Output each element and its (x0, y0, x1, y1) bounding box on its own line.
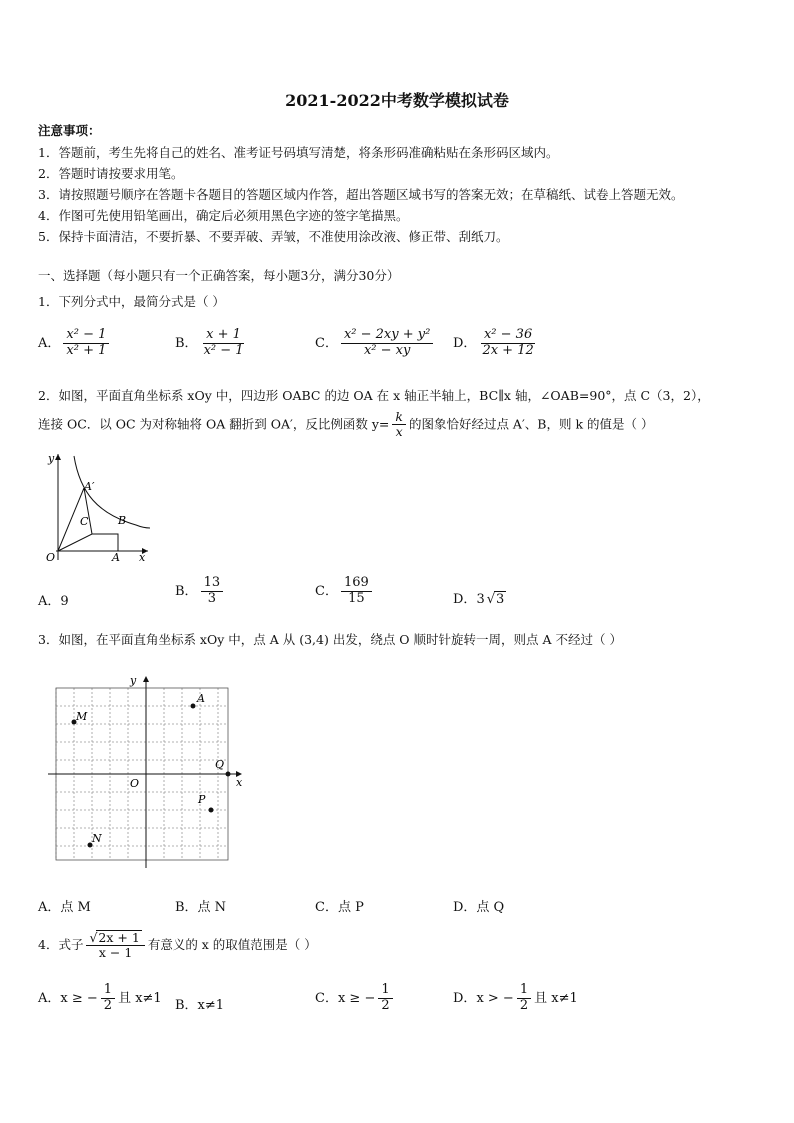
q2-option-d (453, 588, 506, 607)
q2-b-num: 13 (201, 576, 224, 592)
q4-d-fraction (517, 983, 531, 1014)
q2-c-label: C． (315, 583, 338, 599)
q2-k-fraction (392, 410, 406, 440)
q1-c-den: x² − xy (363, 342, 411, 358)
q1-b-den: x² − 1 (203, 342, 244, 358)
q3-point-a (191, 704, 196, 709)
q2-label-c: C (80, 515, 89, 528)
q1-c-num: x² − 2xy + y² (341, 328, 433, 344)
q4-c-num: 1 (378, 983, 392, 999)
q4-stem (38, 930, 317, 961)
q3-label-n: N (92, 832, 102, 845)
q2-c-den: 15 (348, 590, 365, 606)
note-item-1: 1．答题前，考生先将自己的姓名、准考证号码填写清楚，将条形码准确粘贴在条形码区域内。 (38, 145, 559, 160)
note-item-2: 2．答题时请按要求用笔。 (38, 166, 184, 181)
q2-a-value: 9 (60, 594, 69, 609)
q3-label-q: Q (215, 758, 225, 771)
q1-d-den: 2x + 12 (482, 342, 534, 358)
note-item-5: 5．保持卡面清洁，不要折暴、不要弄破、弄皱，不准使用涂改液、修正带、刮纸刀。 (38, 229, 509, 244)
q3-option-c: C．点 P (315, 900, 364, 915)
q4-d-den: 2 (519, 997, 529, 1013)
q2-a-label: A． (38, 594, 61, 609)
q4-denominator: x − 1 (98, 945, 133, 961)
q1-c-label: C． (315, 335, 338, 351)
q4-a-fraction (101, 983, 115, 1014)
q2-label-b: B (118, 514, 127, 527)
q2-label-o: O (46, 551, 56, 564)
section-heading: 一、选择题（每小题只有一个正确答案，每小题3分，满分30分） (38, 268, 400, 283)
q2-option-a (38, 590, 69, 609)
q3-stem: 3．如图，在平面直角坐标系 xOy 中，点 A 从 (3,4) 出发，绕点 O 顺时针旋转一周，则点 A 不经过（ ） (38, 632, 622, 647)
q4-c-fraction (378, 983, 392, 1014)
q1-stem: 1．下列分式中，最简分式是（ ） (38, 294, 225, 309)
q3-label-y: y (130, 674, 137, 687)
q4-c-label: C． (315, 990, 338, 1006)
q2-quadrilateral (58, 534, 118, 551)
q3-figure (44, 672, 250, 872)
q2-figure (36, 448, 156, 566)
q4-d-label: D． (453, 990, 477, 1006)
q2-line-2 (38, 410, 653, 440)
q4-d-num: 1 (517, 983, 531, 999)
q1-d-fraction (479, 328, 536, 359)
q3-point-p (209, 808, 214, 813)
q1-b-label: B． (175, 335, 198, 351)
q1-a-den: x² + 1 (66, 342, 107, 358)
q1-option-c (315, 328, 436, 359)
q2-d-coefficient: 3 (476, 592, 485, 607)
q2-option-b (175, 576, 226, 607)
q4-a-label: A． (38, 990, 61, 1006)
q4-a-den: 2 (103, 997, 113, 1013)
radical-icon: √ (89, 930, 98, 945)
q2-line-2-post: 的图象恰好经过点 A′、B，则 k 的值是（ ） (408, 416, 654, 432)
q3-label-x: x (236, 776, 243, 789)
q1-option-d (453, 328, 540, 359)
q3-option-a: A．点 M (38, 900, 91, 915)
q1-d-num: x² − 36 (481, 328, 535, 344)
q3-option-b: B．点 N (175, 900, 227, 915)
q4-stem-post: 有意义的 x 的取值范围是（ ） (147, 936, 317, 952)
radical-icon: √ (486, 592, 496, 607)
q1-b-fraction (201, 328, 247, 359)
q1-b-num: x + 1 (203, 328, 244, 344)
q1-option-b (175, 328, 250, 359)
q4-a-post: 且 x≠1 (118, 990, 162, 1006)
page-title: 2021-2022中考数学模拟试卷 (285, 91, 509, 110)
q2-c-fraction (341, 576, 372, 607)
q4-stem-pre: 4．式子 (38, 936, 84, 952)
q4-d-post: 且 x≠1 (534, 990, 578, 1006)
q1-a-fraction (63, 328, 109, 359)
q2-d-label: D． (453, 592, 477, 607)
q2-line-2-pre: 连接 OC．以 OC 为对称轴将 OA 翻折到 OA′，反比例函数 y= (38, 416, 390, 432)
q2-y-arrow (55, 454, 61, 460)
note-item-3: 3．请按照题号顺序在答题卡各题目的答题区域内作答，超出答题区域书写的答案无效；在草稿纸、试卷上答题无效。 (38, 187, 684, 202)
q4-option-d (453, 983, 578, 1014)
q2-label-a-prime: A′ (84, 480, 95, 493)
q2-b-fraction (201, 576, 224, 607)
q1-a-num: x² − 1 (63, 328, 109, 344)
note-item-4: 4．作图可先使用铅笔画出，确定后必须用黑色字迹的签字笔描黑。 (38, 208, 409, 223)
q1-d-label: D． (453, 335, 477, 351)
q4-c-den: 2 (381, 997, 390, 1013)
q3-y-arrow (143, 676, 149, 682)
q4-c-pre: x ≥ − (337, 990, 376, 1006)
q4-expression (86, 930, 144, 961)
q2-b-den: 3 (207, 590, 216, 606)
q4-option-b: B．x≠1 (175, 998, 225, 1013)
q2-label-y: y (48, 452, 55, 465)
q4-option-a (38, 983, 162, 1014)
q2-c-num: 169 (341, 576, 372, 592)
q3-point-q (226, 772, 231, 777)
q3-label-o: O (130, 777, 140, 790)
q4-option-c (315, 983, 396, 1014)
notes-heading: 注意事项： (38, 123, 101, 138)
q2-label-x: x (139, 551, 146, 564)
q4-a-num: 1 (101, 983, 115, 999)
q3-label-m: M (76, 710, 88, 723)
q3-label-p: P (198, 793, 206, 806)
q3-option-d: D．点 Q (453, 900, 505, 915)
q2-option-c (315, 576, 375, 607)
q4-d-pre: x > − (476, 990, 514, 1006)
q1-option-a (38, 328, 112, 359)
q2-line-1: 2．如图，平面直角坐标系 xOy 中，四边形 OABC 的边 OA 在 x 轴正半轴上，BC∥x 轴，∠OAB=90°，点 C（3，2）， (38, 388, 710, 403)
q4-radicand: 2x + 1 (98, 930, 140, 945)
q3-label-a: A (197, 692, 205, 705)
q2-k-den: x (395, 424, 403, 440)
q1-a-label: A． (38, 335, 61, 351)
q1-c-fraction (341, 328, 433, 359)
q2-d-radicand: 3 (496, 592, 505, 607)
q2-b-label: B． (175, 583, 198, 599)
q2-label-a: A (112, 551, 120, 564)
q4-a-pre: x ≥ − (60, 990, 98, 1006)
q2-k-num: k (392, 410, 406, 425)
